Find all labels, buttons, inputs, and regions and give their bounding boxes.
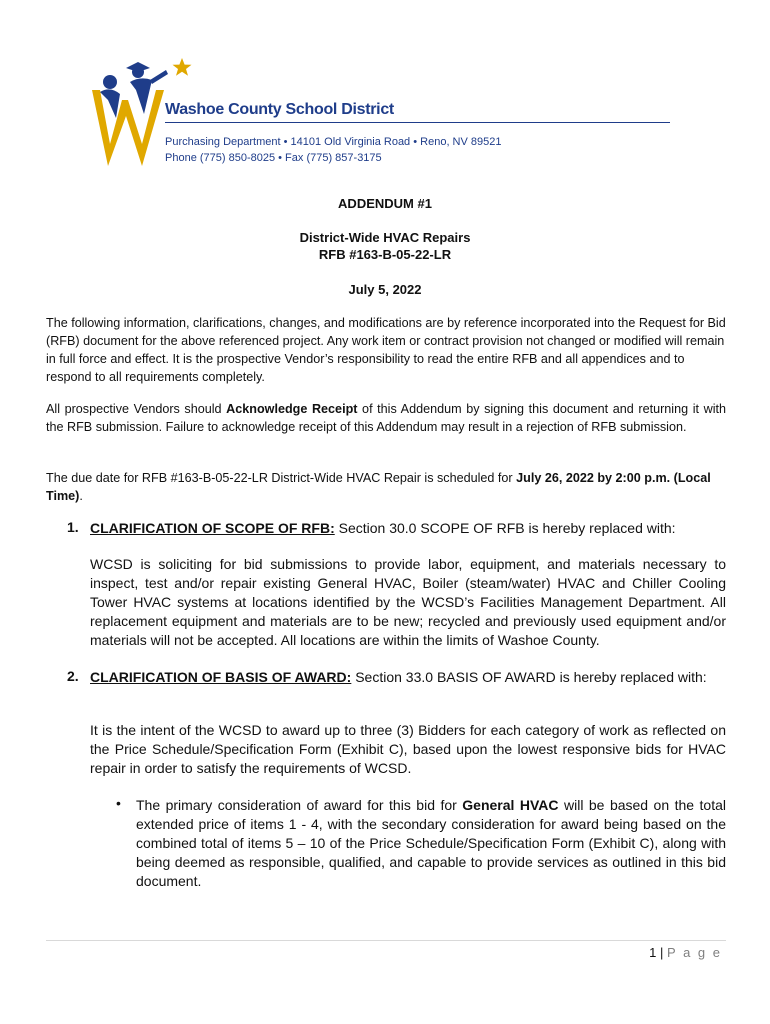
phone-fax-line: Phone (775) 850-8025 • Fax (775) 857-3175 [165, 152, 382, 164]
page-label: P a g e [667, 945, 722, 960]
item-1-body: WCSD is soliciting for bid submissions to provide labor, equipment, and materials necessary to inspect, test and/or repair existing General HVAC, Boiler (steam/water) HVAC and Chiller Cooling Tower HVAC systems at locations identified by the WCSD’s Facilities Management Department. All replacement equipment and materials are to be new; recycled and previously used equipment and/or materials will not be accepted. All locations are within the limits of Washoe County. [90, 556, 726, 648]
item-2-body: It is the intent of the WCSD to award up to three (3) Bidders for each category of work as reflected on the Price Schedule/Specification Form (Exhibit C), based upon the lowest responsive bids for HVAC repair in order to satisfy the requirements of WCSD. [90, 722, 726, 776]
item-1-number: 1. [67, 519, 79, 535]
item-2-bullet: The primary consideration of award for this bid for General HVAC will be based on the total extended price of items 1 - 4, with the secondary consideration for award being based on the combined total of items 5 – 10 of the Price Schedule/Specification Form (Exhibit C), along with being deemed as responsible, qualified, and capable to provide services as outlined in this bid document. [136, 797, 726, 889]
page-number: 1 [649, 945, 657, 960]
intro-paragraph: The following information, clarifications, changes, and modifications are by reference incorporated into the Request for Bid (RFB) document for the above referenced project. Any work item or contract provision not changed or modified will remain in full force and effect. It is the prospective Vendor’s responsibility to read the entire RFB and all appendices and to respond to all requirements completely. [46, 316, 726, 384]
page-footer [649, 945, 722, 960]
general-hvac-emphasis: General HVAC [462, 797, 559, 813]
item-2-number: 2. [67, 668, 79, 684]
due-date-paragraph: The due date for RFB #163-B-05-22-LR District-Wide HVAC Repair is scheduled for July 26, 2022 by 2:00 p.m. (Local Time). [46, 471, 711, 503]
due-date-emphasis: July 26, 2022 by 2:00 p.m. (Local Time) [46, 471, 711, 503]
project-title: District-Wide HVAC Repairs [299, 230, 471, 245]
addendum-date: July 5, 2022 [348, 282, 422, 297]
address-line: Purchasing Department • 14101 Old Virginia Road • Reno, NV 89521 [165, 136, 502, 148]
item-1-heading-line: CLARIFICATION OF SCOPE OF RFB: Section 30.0 SCOPE OF RFB is hereby replaced with: [90, 520, 676, 536]
bullet-icon: • [116, 795, 121, 811]
addendum-title: ADDENDUM #1 [338, 196, 432, 211]
organization-name: Washoe County School District [165, 101, 394, 118]
rfb-number: RFB #163-B-05-22-LR [318, 247, 452, 262]
item-2-heading: CLARIFICATION OF BASIS OF AWARD: [90, 669, 352, 685]
footer-divider [46, 940, 726, 941]
acknowledge-paragraph: All prospective Vendors should Acknowledge Receipt of this Addendum by signing this document and returning it with the RFB submission. Failure to acknowledge receipt of this Addendum may result in a rejection of RFB submission. [46, 402, 726, 434]
page-separator: | [660, 945, 664, 960]
item-1-heading: CLARIFICATION OF SCOPE OF RFB: [90, 520, 335, 536]
acknowledge-receipt-emphasis: Acknowledge Receipt [226, 402, 358, 416]
letterhead-divider [165, 122, 670, 123]
item-2-heading-line: CLARIFICATION OF BASIS OF AWARD: Section 33.0 BASIS OF AWARD is hereby replaced with: [90, 669, 707, 685]
